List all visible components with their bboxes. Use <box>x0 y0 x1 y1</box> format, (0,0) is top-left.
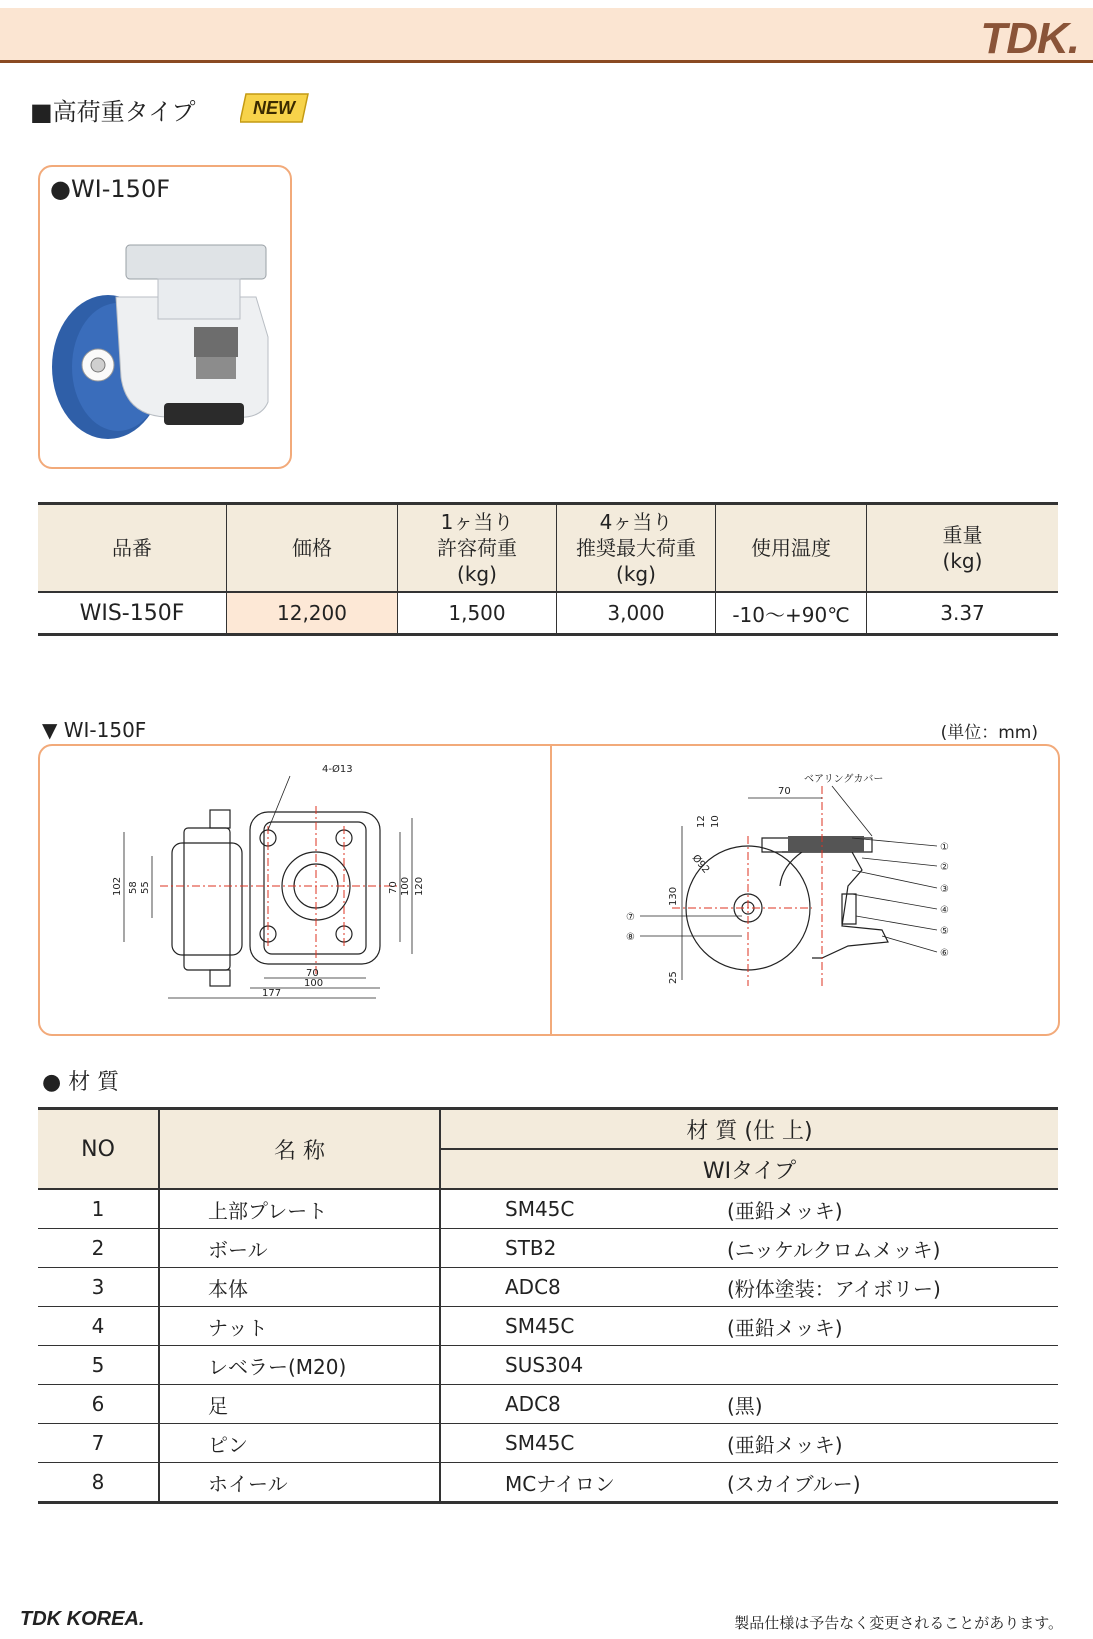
material-header-no: NO <box>38 1109 159 1190</box>
material-name: ピン <box>159 1424 440 1463</box>
callout-7: ⑦ <box>626 912 635 923</box>
material-row <box>38 1346 1058 1385</box>
material-table <box>38 1107 1058 1504</box>
material-value: SUS304 <box>440 1346 726 1385</box>
dim-120: 120 <box>414 876 425 896</box>
callout-8: ⑧ <box>626 932 635 943</box>
callout-5: ⑤ <box>940 926 949 937</box>
material-name: ナット <box>159 1307 440 1346</box>
new-badge <box>240 92 310 124</box>
dim-100-h: 100 <box>304 978 324 989</box>
new-badge-text: NEW <box>253 98 295 118</box>
material-name: ホイール <box>159 1463 440 1503</box>
dim-100-v: 100 <box>400 876 411 896</box>
side-view-drawing <box>552 746 1056 1034</box>
material-no: 2 <box>38 1229 159 1268</box>
material-value: ADC8 <box>440 1385 726 1424</box>
spec-temp: -10～+90℃ <box>716 592 867 635</box>
material-no: 8 <box>38 1463 159 1503</box>
material-finish: (粉体塗装：アイボリー) <box>726 1268 1058 1307</box>
dim-130: 130 <box>668 886 679 906</box>
header-bar <box>0 8 1093 63</box>
spec-header-weight: 重量 (kg) <box>867 504 1059 593</box>
spec-row <box>38 592 1058 635</box>
material-value: ADC8 <box>440 1268 726 1307</box>
spec-part-no: WIS-150F <box>38 592 227 635</box>
dim-bearing-cover: ベアリングカバー <box>804 774 884 785</box>
section-title: ■高荷重タイプ <box>30 98 196 126</box>
callout-3: ③ <box>940 884 949 895</box>
product-label: ●WI-150F <box>50 175 171 203</box>
material-row <box>38 1385 1058 1424</box>
callout-6: ⑥ <box>940 948 949 959</box>
callout-2: ② <box>940 862 949 873</box>
material-no: 5 <box>38 1346 159 1385</box>
callout-1: ① <box>940 842 949 853</box>
spec-weight: 3.37 <box>867 592 1059 635</box>
material-finish <box>726 1346 1058 1385</box>
material-no: 3 <box>38 1268 159 1307</box>
spec-header-part-no: 品番 <box>38 504 227 593</box>
material-row <box>38 1229 1058 1268</box>
dim-58: 58 <box>128 881 139 894</box>
material-finish: (亜鉛メッキ) <box>726 1424 1058 1463</box>
spec-header-allow-load: 1ヶ当り 許容荷重 (kg) <box>398 504 557 593</box>
material-row <box>38 1268 1058 1307</box>
material-finish: (亜鉛メッキ) <box>726 1307 1058 1346</box>
footer-notice: 製品仕様は予告なく変更されることがあります。 <box>734 1614 1063 1632</box>
material-row <box>38 1424 1058 1463</box>
material-finish: (ニッケルクロムメッキ) <box>726 1229 1058 1268</box>
spec-allow-load: 1,500 <box>398 592 557 635</box>
callout-4: ④ <box>940 905 949 916</box>
material-finish: (亜鉛メッキ) <box>726 1189 1058 1229</box>
material-name: レベラー(M20) <box>159 1346 440 1385</box>
material-name: ボール <box>159 1229 440 1268</box>
material-row <box>38 1189 1058 1229</box>
unit-label: (単位：mm) <box>940 723 1038 743</box>
technical-drawing-card <box>38 744 1060 1036</box>
dim-hole: 4-Ø13 <box>322 764 353 775</box>
dim-25: 25 <box>668 971 679 984</box>
material-row <box>38 1463 1058 1503</box>
material-value: SM45C <box>440 1307 726 1346</box>
dim-55: 55 <box>140 881 151 894</box>
material-no: 1 <box>38 1189 159 1229</box>
material-no: 7 <box>38 1424 159 1463</box>
material-section-title: ● 材 質 <box>42 1070 120 1095</box>
dim-70-h: 70 <box>306 968 319 979</box>
dim-10: 10 <box>710 815 721 828</box>
material-value: SM45C <box>440 1424 726 1463</box>
material-value: STB2 <box>440 1229 726 1268</box>
material-name: 上部プレート <box>159 1189 440 1229</box>
material-finish: (スカイブルー) <box>726 1463 1058 1503</box>
top-view-drawing <box>40 746 550 1034</box>
material-no: 4 <box>38 1307 159 1346</box>
dim-70-v: 70 <box>388 881 399 894</box>
material-finish: (黒) <box>726 1385 1058 1424</box>
dim-12: 12 <box>696 815 707 828</box>
material-value: MCナイロン <box>440 1463 726 1503</box>
spec-table <box>38 502 1058 636</box>
material-header-name: 名 称 <box>159 1109 440 1190</box>
spec-price: 12,200 <box>227 592 398 635</box>
drawing-title: ▼ WI-150F <box>42 718 147 742</box>
material-header-type: WIタイプ <box>440 1149 1058 1189</box>
spec-header-max-load: 4ヶ当り 推奨最大荷重 (kg) <box>557 504 716 593</box>
spec-max-load: 3,000 <box>557 592 716 635</box>
footer-brand: TDK KOREA. <box>20 1608 145 1630</box>
dim-102: 102 <box>112 876 123 896</box>
material-value: SM45C <box>440 1189 726 1229</box>
material-name: 足 <box>159 1385 440 1424</box>
material-no: 6 <box>38 1385 159 1424</box>
spec-header-temp: 使用温度 <box>716 504 867 593</box>
dim-177: 177 <box>262 988 282 999</box>
material-name: 本体 <box>159 1268 440 1307</box>
material-header-material: 材 質 (仕 上) <box>440 1109 1058 1150</box>
dim-dia92: Ø92 <box>689 852 712 876</box>
product-photo-card <box>38 165 292 469</box>
caster-product-image <box>46 227 282 451</box>
brand-logo: TDK. <box>980 14 1079 63</box>
spec-header-price: 価格 <box>227 504 398 593</box>
dim-70-side: 70 <box>778 786 791 797</box>
material-row <box>38 1307 1058 1346</box>
